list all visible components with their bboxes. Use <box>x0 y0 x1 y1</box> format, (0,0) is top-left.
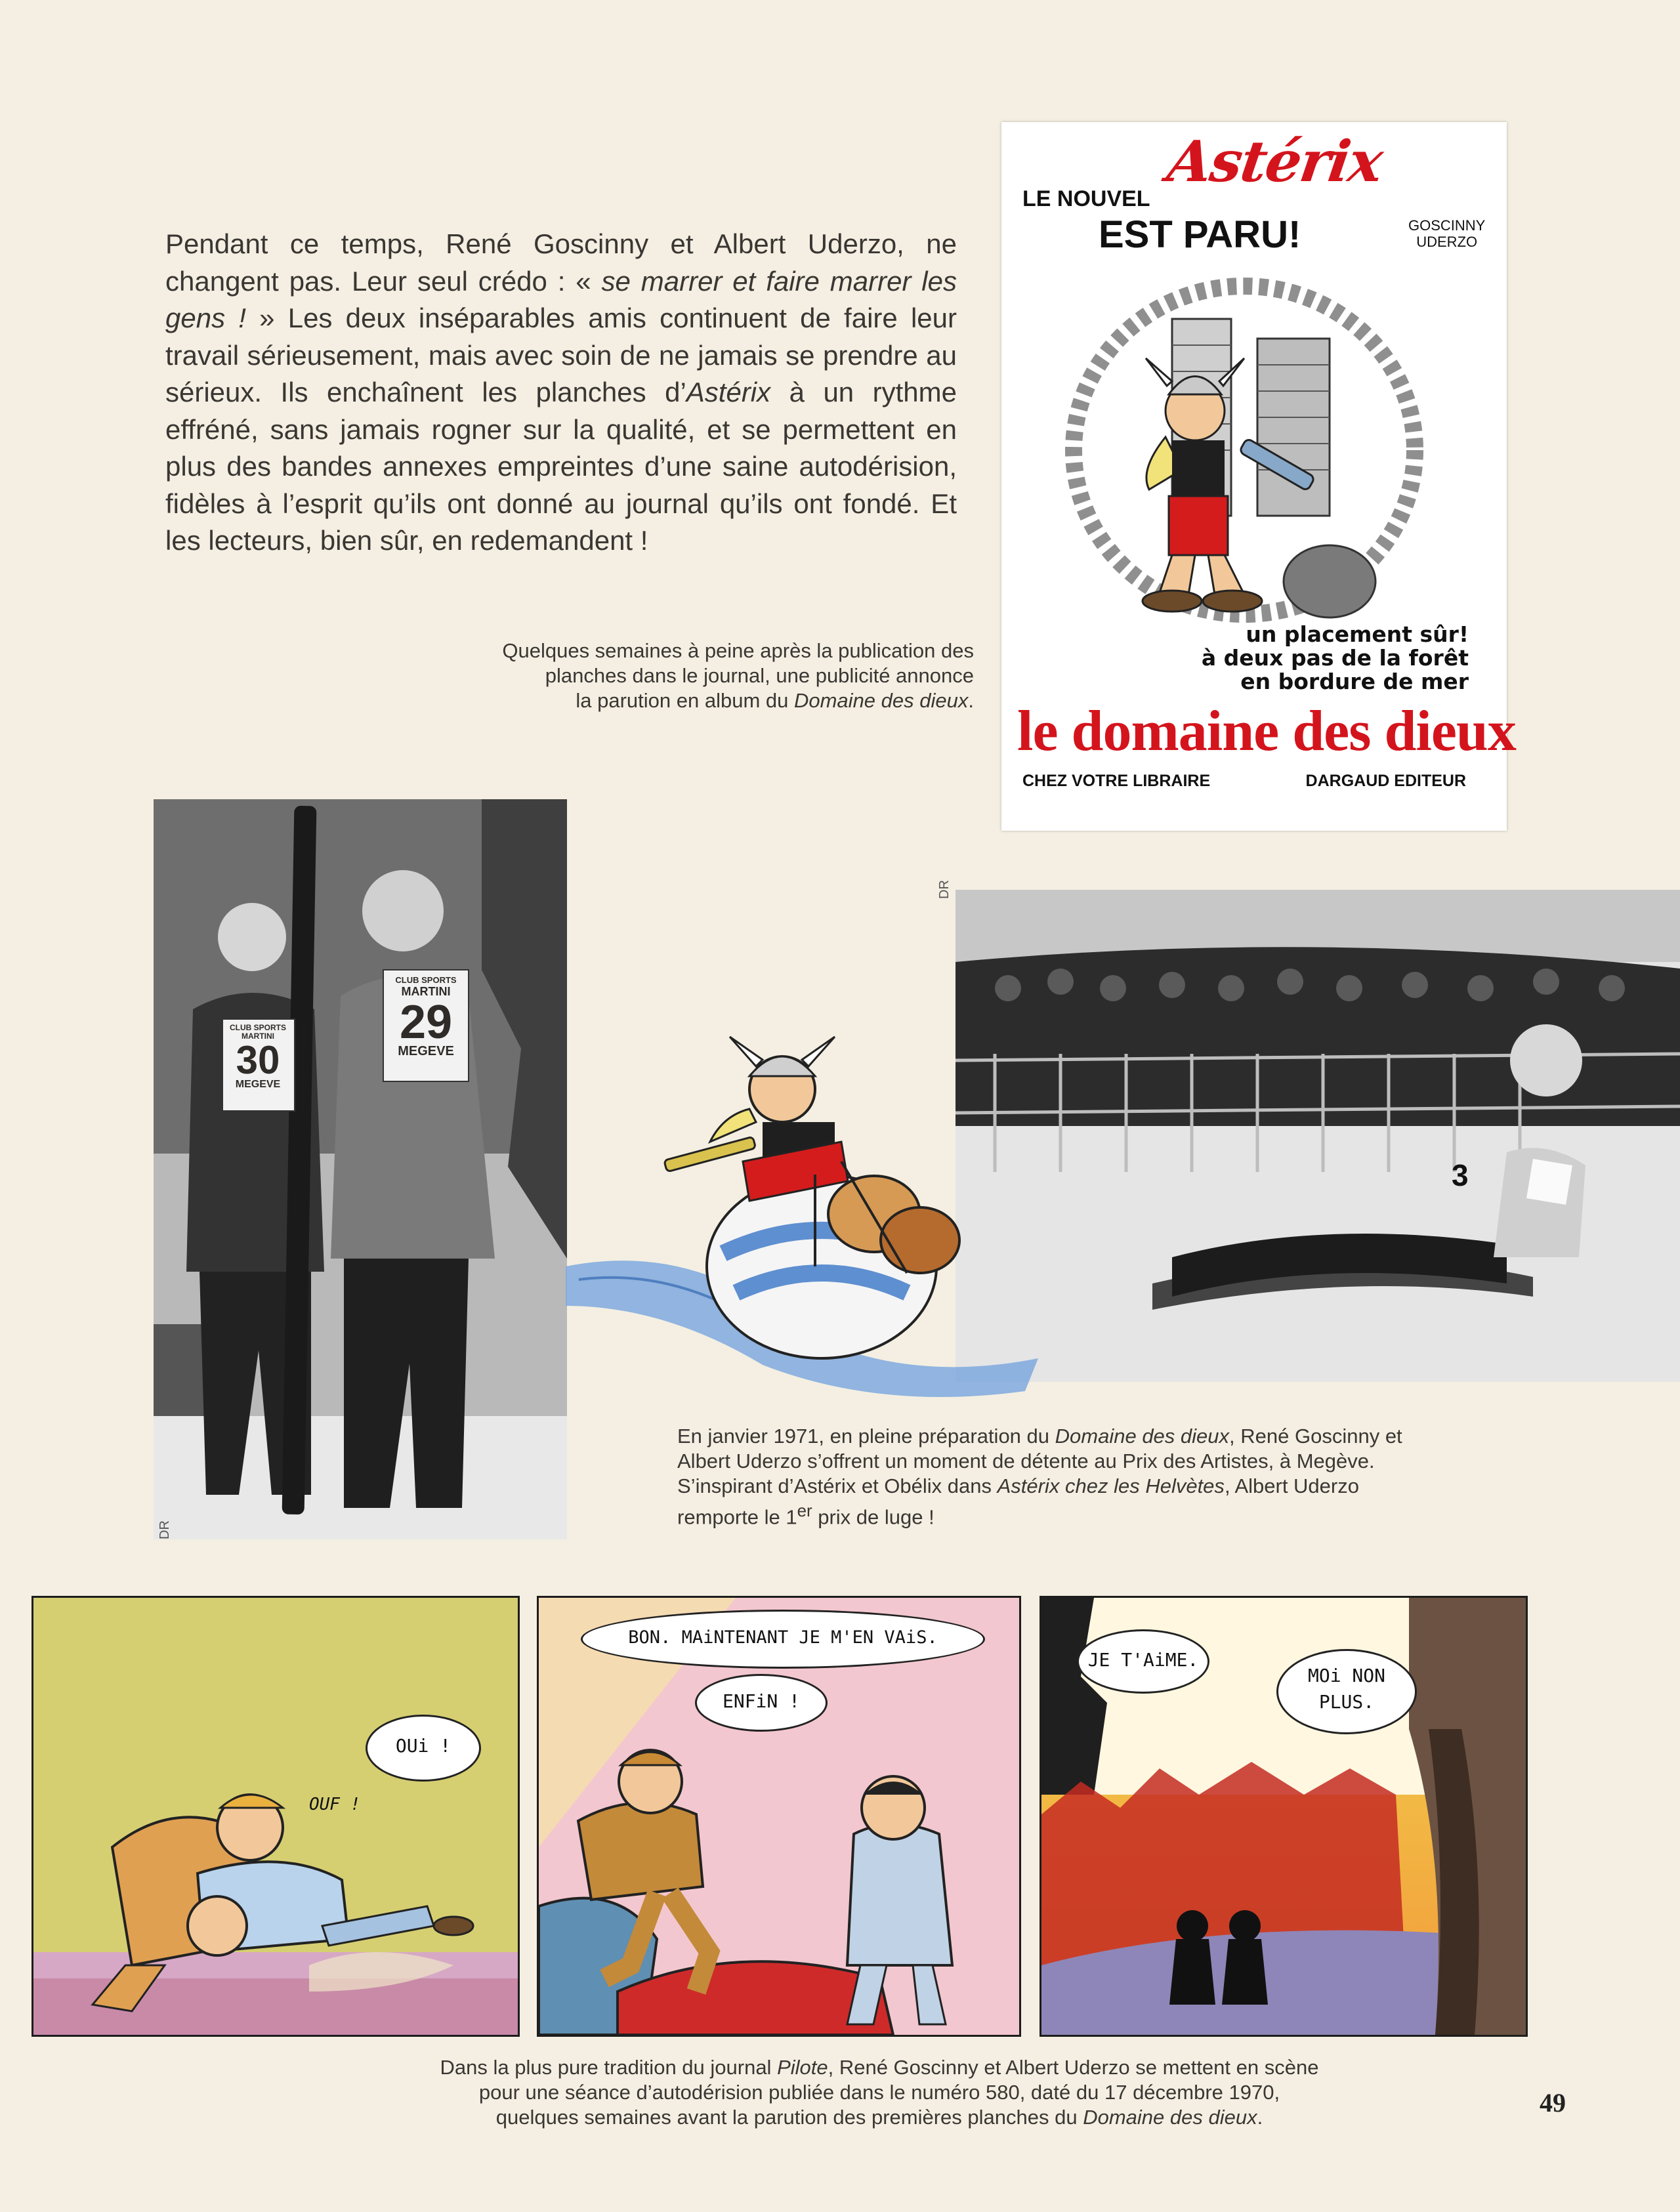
speech-bubble-enfin <box>695 1674 828 1732</box>
poster-le-nouvel: LE NOUVEL <box>1022 186 1150 211</box>
caption-comic <box>276 2055 1483 2130</box>
caption-text: remporte le 1 <box>677 1505 797 1529</box>
album-advert-poster <box>1001 122 1516 831</box>
poster-authors <box>1408 217 1485 250</box>
speech-bubble-je-taime <box>1077 1629 1209 1694</box>
poster-illustration <box>1047 273 1441 627</box>
caption-line: planches dans le journal, une publicité annonce <box>545 664 974 687</box>
bib-29 <box>385 975 467 1056</box>
body-text-quote: se marrer et faire marrer les gens ! <box>165 265 957 333</box>
caption-line: pour une séance d’autodérision publiée dans le numéro 580, daté du 17 décembre 1970, <box>478 2081 1280 2104</box>
bib-club: CLUB SPORTS <box>229 1023 286 1032</box>
caption-line <box>394 688 974 713</box>
caption-text: S’inspirant d’Astérix et Obélix dans <box>677 1474 998 1497</box>
asterix-logo: Astérix <box>1163 129 1386 195</box>
comic-panel-1 <box>32 1596 520 2037</box>
caption-text: Dans la plus pure tradition du journal <box>440 2056 778 2079</box>
body-text-part: » Les deux inséparables amis continuent de faire leur travail sérieusement, mais avec soin de ne jamais se prendre au sérieux. Ils enchaînent les planches d’ <box>165 303 957 407</box>
bubble-text: BON. MAiNTENANT JE M'EN VAiS. <box>628 1627 938 1648</box>
caption-text: En janvier 1971, en pleine préparation du <box>677 1425 1055 1448</box>
caption-line: Albert Uderzo s’offrent un moment de détente au Prix des Artistes, à Megève. <box>677 1450 1375 1472</box>
poster-author: GOSCINNY <box>1408 217 1486 234</box>
body-text-title: Astérix <box>686 377 771 407</box>
caption-text: la parution en album du <box>576 689 794 712</box>
bubble-text: JE T'AiME. <box>1087 1649 1199 1671</box>
caption-poster <box>394 638 974 713</box>
caption-text: . <box>968 689 974 712</box>
caption-text: , René Goscinny et <box>1229 1425 1402 1448</box>
body-text-part: Pendant ce temps, René Goscinny et Albert Uderzo, ne changent pas. Leur seul crédo : « <box>165 228 957 297</box>
poster-slogan <box>1202 623 1469 694</box>
page-number: 49 <box>1540 2088 1566 2118</box>
body-text <box>165 226 957 560</box>
caption-line <box>276 2055 1483 2080</box>
bib-brand: MARTINI <box>401 985 451 998</box>
caption-text: , René Goscinny et Albert Uderzo se mettent en scène <box>828 2056 1319 2079</box>
credit-dr-left: DR <box>158 1520 172 1539</box>
photo-skiers <box>154 799 567 1539</box>
photo-skiers-image <box>154 799 567 1539</box>
caption-line <box>276 2105 1483 2130</box>
photo-luge <box>956 890 1680 1382</box>
bib-30 <box>228 1024 287 1089</box>
bib-brand: MARTINI <box>242 1032 274 1041</box>
caption-title: Domaine des dieux <box>1055 1425 1230 1448</box>
bubble-text: PLUS. <box>1318 1691 1375 1713</box>
poster-est-paru: EST PARU! <box>1099 213 1301 256</box>
caption-line <box>677 1424 1530 1449</box>
caption-line: Quelques semaines à peine après la publication des <box>502 639 974 662</box>
caption-text: , Albert Uderzo <box>1224 1474 1359 1497</box>
caption-title: Pilote <box>777 2056 828 2079</box>
caption-line <box>677 1499 1530 1530</box>
bubble-text: ENFiN ! <box>722 1690 800 1712</box>
caption-title: Astérix chez les Helvètes <box>997 1474 1225 1497</box>
bib-town: MEGEVE <box>235 1079 281 1090</box>
comic-panel-3 <box>1040 1596 1528 2037</box>
credit-dr-right: DR <box>937 880 952 899</box>
comic-panel-1-art <box>33 1598 518 2035</box>
poster-album-title: le domaine des dieux <box>1017 699 1516 763</box>
caption-text: . <box>1257 2106 1263 2129</box>
caption-luge <box>677 1424 1530 1530</box>
slogan-line: à deux pas de la forêt <box>1201 645 1469 671</box>
caption-text: quelques semaines avant la parution des premières planches du <box>495 2106 1083 2129</box>
poster-author: UDERZO <box>1416 234 1478 250</box>
caption-line <box>677 1474 1530 1499</box>
bib-town: MEGEVE <box>398 1044 454 1058</box>
cartoon-asterix-obelix-luge <box>566 991 1051 1398</box>
slogan-line: en bordure de mer <box>1240 669 1469 694</box>
caption-title: Domaine des dieux <box>793 689 969 712</box>
bib-number: 29 <box>399 996 453 1049</box>
speech-bubble-bon <box>581 1610 985 1669</box>
bib-club: CLUB SPORTS <box>395 975 457 985</box>
caption-superscript: er <box>797 1502 812 1520</box>
bubble-text: MOi NON <box>1307 1665 1385 1686</box>
speech-bubble-moi-non-plus <box>1276 1649 1417 1734</box>
comic-panel-2 <box>537 1596 1021 2037</box>
body-text-part: à un rythme effréné, sans jamais rogner sur la qualité, et se permettent en plus des bandes annexes empreintes d’une saine autodérision, fidèles à l’esprit qu’ils ont donné au journal qu’ils ont fondé. Et les lecteurs, bien sûr, en redemandent ! <box>165 377 957 556</box>
caption-text: prix de luge ! <box>812 1505 934 1529</box>
bib-3: 3 <box>1452 1158 1469 1192</box>
photo-luge-image <box>956 890 1680 1382</box>
sound-effect-ouf: OUF ! <box>309 1795 361 1814</box>
bubble-text: OUi ! <box>395 1735 452 1757</box>
speech-bubble-oui <box>366 1715 481 1782</box>
poster-publisher: DARGAUD EDITEUR <box>1305 772 1466 790</box>
slogan-line: un placement sûr! <box>1246 621 1469 647</box>
poster-chez-votre-libraire: CHEZ VOTRE LIBRAIRE <box>1022 772 1211 790</box>
bib-number: 30 <box>236 1038 280 1082</box>
caption-title: Domaine des dieux <box>1083 2106 1257 2129</box>
